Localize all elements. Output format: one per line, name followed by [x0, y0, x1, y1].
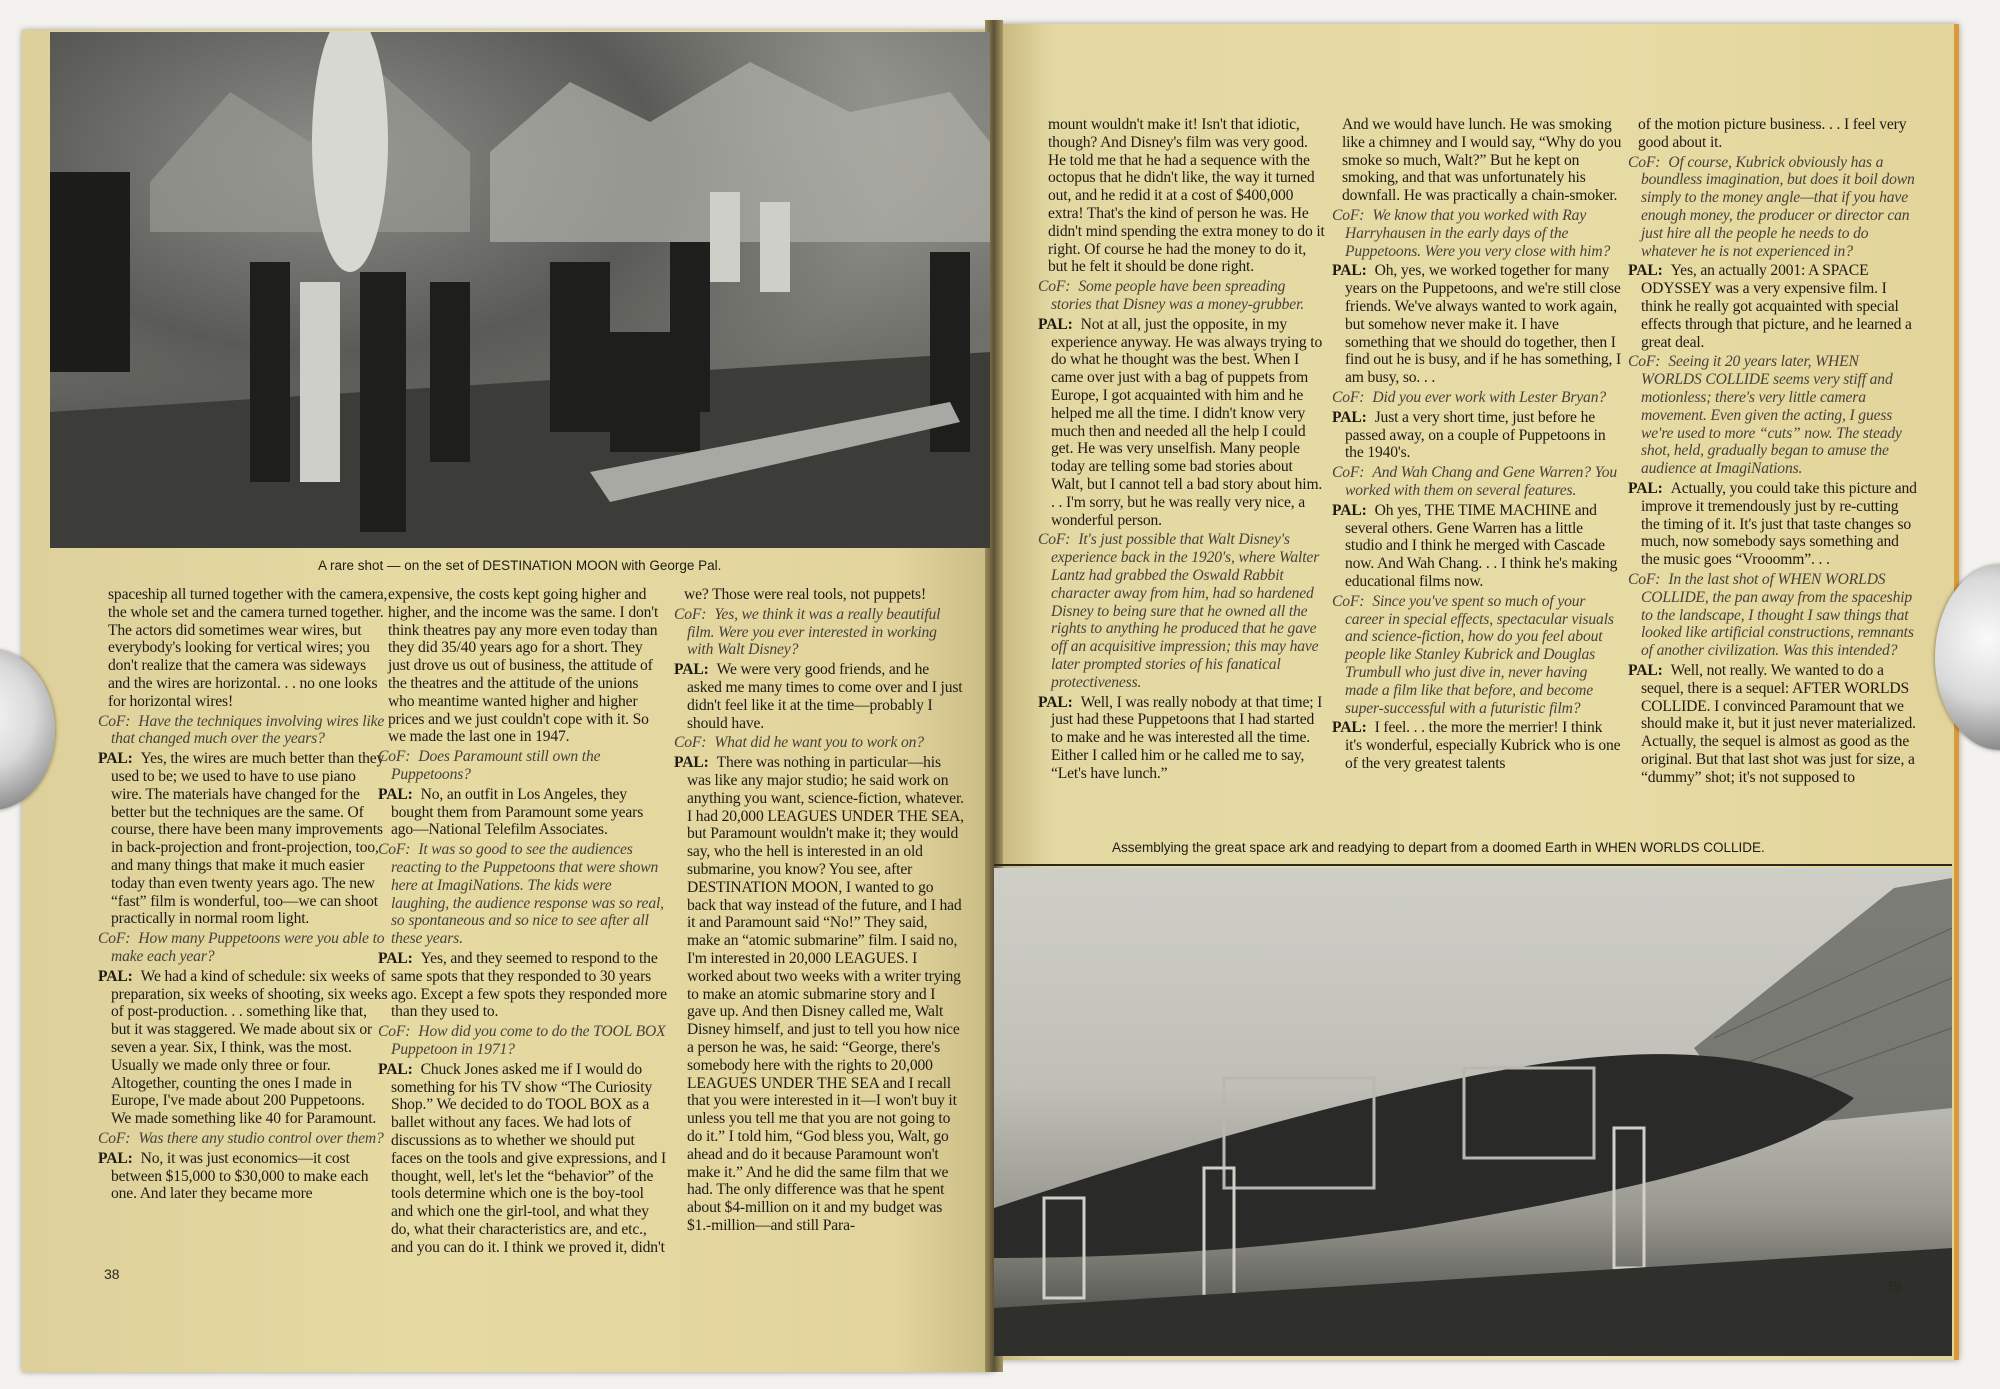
paragraph-text: It was so good to see the audiences reacting to the Puppetoons that were shown here at ImagiNations. The kids were laughing, the audience response was so real, so spontaneous and so nice to see after all these years.	[391, 841, 664, 948]
speaker-label: CoF:	[1332, 388, 1365, 406]
paragraph-text: Yes, and they seemed to respond to the same spots that they responded to 30 years ago. Except a few spots they responded more than they used to.	[391, 949, 667, 1021]
paragraph-text: Well, I was really nobody at that time; I just had these Puppetoons that I had started to make and he was interested all the time. Either I called him or he called me to say, “Let's have lunch.”	[1051, 693, 1323, 782]
continued-paragraph	[378, 586, 668, 746]
interviewee-answer	[674, 661, 964, 732]
paragraph-text: What did he want you to work on?	[714, 734, 924, 752]
paragraph-text: spaceship all turned together with the camera, the whole set and the camera turned together. The actors did sometimes wear wires, but everybody's looking for vertical wires; you don't realize that the camera was sideways and the wires are horizontal. . . no one looks for horizontal wires!	[108, 586, 388, 710]
text-column	[674, 586, 964, 1237]
speaker-label: CoF:	[1038, 278, 1071, 296]
speaker-label: PAL:	[98, 967, 133, 985]
paragraph-text: There was nothing in particular—his was like any major studio; he said work on anything you want, science-fiction, whatever. I had 20,000 LEAGUES UNDER THE SEA, but Paramount wouldn't make it; they would say, who the hell is interested in an old submarine, you know? You see, after DESTINATION MOON, I wanted to go back that way instead of the future, and I had it and Paramount said “No!” They said, make an “atomic submarine” film. I said no, I'm interested in 20,000 LEAGUES. I worked about two weeks with a writer trying to make an atomic submarine story and I gave up. And then Disney called me, Walt Disney himself, and just to tell you how nice a person he was, he said: “George, there's somebody here with the rights to 20,000 LEAGUES UNDER THE SEA and I recall that you were interested in it—I won't buy it unless you tell me that you are not going to do it.” I told him, “God bless you, Walt, go ahead and do it because Paramount won't make it.” And he did the same film that we had. The only difference was that he spent about $4-million on it and my budget was $1.-million—and still Para-	[687, 754, 964, 1234]
continued-paragraph	[1628, 116, 1918, 152]
paragraph-text: We were very good friends, and he asked me many times to come over and I just didn't feel like it at the time—probably I should have.	[687, 661, 963, 732]
paragraph-text: I feel. . . the more the merrier! I think it's wonderful, especially Kubrick who is one of the very greatest talents	[1345, 719, 1621, 772]
speaker-label: CoF:	[674, 734, 707, 752]
paragraph-text: And Wah Chang and Gene Warren? You worked with them on several features.	[1345, 464, 1618, 499]
speaker-label: PAL:	[1332, 719, 1367, 737]
interviewee-answer	[98, 750, 388, 928]
speaker-label: PAL:	[1332, 501, 1367, 519]
paragraph-text: Of course, Kubrick obviously has a boundless imagination, but does it boil down simply to the money angle—that if you have enough money, the producer or director can just hire all the people he needs to do whatever he is not experienced in?	[1641, 153, 1915, 260]
space-ark-illustration	[994, 868, 1952, 1356]
speaker-label: PAL:	[1332, 408, 1367, 426]
speaker-label: CoF:	[1332, 464, 1365, 482]
interviewee-answer	[1628, 480, 1918, 569]
paragraph-text: Just a very short time, just before he passed away, on a couple of Puppetoons in the 1940's.	[1345, 408, 1606, 462]
speaker-label: PAL:	[1628, 479, 1663, 497]
interviewer-question	[98, 1130, 388, 1148]
destination-moon-set-photo	[50, 32, 990, 548]
paragraph-text: How did you come to do the TOOL BOX Puppetoon in 1971?	[391, 1023, 666, 1058]
speaker-label: CoF:	[1628, 570, 1661, 588]
paragraph-text: We had a kind of schedule: six weeks of preparation, six weeks of shooting, six weeks of post-production. . . something like that, but it was staggered. We made about six or seven a year. Six, I think, was the most. Usually we made only three or four. Altogether, counting the ones I made in Europe, I've made about 200 Puppetoons. We made something like 40 for Paramount.	[111, 967, 388, 1128]
paragraph-text: And we would have lunch. He was smoking like a chimney and I would say, “Why do you smoke so much, Walt?” But he kept on smoking, and that was unfortunately his downfall. He was practically a chain-smoker.	[1342, 116, 1622, 205]
paragraph-text: No, an outfit in Los Angeles, they bought them from Paramount some years ago—National Telefilm Associates.	[391, 785, 644, 839]
continued-paragraph	[674, 586, 964, 604]
paragraph-text: It's just possible that Walt Disney's experience back in the 1920's, where Walter Lantz had grabbed the Oswald Rabbit character away from him, had so hardened Disney to being sure that he owned all the rights to anything he produced that he gave off an acquisitive impression; this may have later prompted stories of his fanatical protectiveness.	[1051, 531, 1320, 691]
continued-paragraph	[1038, 116, 1328, 276]
speaker-label: PAL:	[378, 1060, 413, 1078]
continued-paragraph	[1332, 116, 1622, 205]
text-column	[1628, 116, 1918, 788]
page-number: 38	[104, 1266, 120, 1282]
speaker-label: CoF:	[98, 712, 131, 730]
paragraph-text: No, it was just economics—it cost between $15,000 to $30,000 to make each one. And later they became more	[111, 1149, 369, 1203]
paragraph-text: Was there any studio control over them?	[138, 1129, 384, 1147]
interviewee-answer	[1332, 262, 1622, 387]
paragraph-text: Some people have been spreading stories that Disney was a money-grubber.	[1051, 278, 1305, 313]
paragraph-text: Oh yes, THE TIME MACHINE and several others. Gene Warren has a little studio and I think he merged with Cascade now. And Wah Chang. . . I think he's making educational films now.	[1345, 501, 1618, 590]
speaker-label: PAL:	[1628, 661, 1663, 679]
interviewer-question	[674, 606, 964, 659]
speaker-label: PAL:	[98, 1149, 133, 1167]
interviewer-question	[1332, 593, 1622, 718]
speaker-label: PAL:	[1038, 315, 1073, 333]
paragraph-text: Since you've spent so much of your career in special effects, spectacular visuals and science-fiction, how do you feel about people like Stanley Kubrick and Douglas Trumbull who just dive in, never having made a film like that before, and become super-successful with a futuristic film?	[1345, 592, 1614, 717]
speaker-label: PAL:	[1038, 693, 1073, 711]
paragraph-text: expensive, the costs kept going higher and higher, and the income was the same. I don't think theatres pay any more even today than they did 35/40 years ago for a short. They just drove us out of business, the attitude of the theatres and the attitude of the unions who meantime wanted higher and higher prices and we just couldn't cope with it. So we made the last one in 1947.	[388, 586, 659, 746]
photo-caption: A rare shot — on the set of DESTINATION MOON with George Pal.	[318, 558, 722, 573]
interviewer-question	[1628, 571, 1918, 660]
space-ark-photo	[994, 868, 1952, 1356]
paragraph-text: mount wouldn't make it! Isn't that idiotic, though? And Disney's film was very good. He told me that he had a sequence with the octopus that he didn't like, the way it turned out, and he redid it at a cost of $400,000 extra! That's the kind of person he was. He didn't mind spending the extra money to do it right. Of course he had the money to do it, but he felt it should be done right.	[1048, 116, 1325, 276]
text-column	[1038, 116, 1328, 784]
speaker-label: CoF:	[1628, 153, 1661, 171]
continued-paragraph	[98, 586, 388, 711]
interviewee-answer	[378, 950, 668, 1021]
interviewer-question	[378, 748, 668, 784]
interviewee-answer	[674, 754, 964, 1235]
interviewer-question	[1628, 353, 1918, 478]
interviewer-question	[1038, 278, 1328, 314]
paragraph-text: Oh, yes, we worked together for many years on the Puppetoons, and we're still close friends. We've always wanted to work again, but somehow never make it. I have something that we should do together, then I find out he is busy, and if he has something, I am busy, so. . .	[1345, 262, 1622, 387]
interviewer-question	[378, 841, 668, 948]
speaker-label: PAL:	[98, 750, 133, 768]
paragraph-text: Have the techniques involving wires like that changed much over the years?	[111, 712, 385, 748]
interviewer-question	[1332, 389, 1622, 407]
divider	[994, 864, 1952, 866]
interviewee-answer	[1038, 694, 1328, 783]
speaker-label: PAL:	[674, 754, 709, 772]
paragraph-text: Not at all, just the opposite, in my experience anyway. He was always trying to do what he thought was the best. When I came over just with a bag of puppets from Europe, I got acquainted with him and he helped me all the time. I didn't know very much then and needed all the help I could get. He was very unselfish. Many people today are telling some bad stories about Walt, but I cannot tell a bad story about him. . . I'm sorry, but he was really very nice, a wonderful person.	[1051, 315, 1323, 529]
photo-caption: Assemblying the great space ark and readying to depart from a doomed Earth in WHEN WORLDS COLLIDE.	[1112, 840, 1765, 855]
page-number: 39	[1886, 1278, 1902, 1294]
paragraph-text: of the motion picture business. . . I feel very good about it.	[1638, 116, 1907, 151]
speaker-label: CoF:	[1628, 353, 1661, 371]
paragraph-text: In the last shot of WHEN WORLDS COLLIDE, the pan away from the spaceship to the landscape, I thought I saw things that looked like artificial constructions, remnants of another civilization. Was this intended?	[1641, 570, 1914, 660]
interviewer-question	[98, 930, 388, 966]
speaker-label: CoF:	[1332, 592, 1365, 610]
interviewee-answer	[98, 1150, 388, 1203]
paragraph-text: Did you ever work with Lester Bryan?	[1372, 388, 1606, 406]
interviewer-question	[1628, 154, 1918, 261]
interviewee-answer	[98, 968, 388, 1128]
interviewer-question	[1332, 207, 1622, 260]
paragraph-text: How many Puppetoons were you able to make each year?	[111, 930, 385, 965]
paragraph-text: Does Paramount still own the Puppetoons?	[391, 748, 601, 783]
interviewer-question	[1332, 464, 1622, 500]
paragraph-text: Chuck Jones asked me if I would do something for his TV show “The Curiosity Shop.” We decided to do TOOL BOX as a ballet without any faces. We had lots of discussions as to whether we should put faces on the tools and give expressions, and I thought, well, let's let the “behavior” of the tools determine which one is the boy-tool and which one the girl-tool, and what they do, what their characteristics are, and etc., and you can do it. I think we proved it, didn't	[391, 1060, 667, 1256]
speaker-label: CoF:	[1038, 531, 1071, 549]
interviewee-answer	[1332, 719, 1622, 772]
paragraph-text: Actually, you could take this picture and improve it tremendously just by re-cutting the timing of it. It's just that taste changes so much, now somebody says something and the music goes “Vrooomm”. . .	[1641, 479, 1917, 569]
speaker-label: CoF:	[98, 1129, 131, 1147]
interviewee-answer	[1038, 316, 1328, 530]
speaker-label: PAL:	[1628, 262, 1663, 280]
paragraph-text: Yes, an actually 2001: A SPACE ODYSSEY was a very expensive film. I think he really got acquainted with special effects through that picture, and he learned a great deal.	[1641, 262, 1912, 351]
speaker-label: PAL:	[674, 661, 709, 679]
speaker-label: PAL:	[1332, 262, 1367, 280]
interviewer-question	[378, 1023, 668, 1059]
paragraph-text: Yes, the wires are much better than they used to be; we used to have to use piano wire. The materials have changed for the better but the techniques are the same. Of course, there have been many improvements in back-projection and front-projection, too, and many things that make it much easier today than even twenty years ago. The new “fast” film is wonderful, too—we can shoot practically in normal room light.	[111, 750, 385, 928]
interviewee-answer	[1628, 662, 1918, 787]
interviewee-answer	[1332, 409, 1622, 462]
interviewee-answer	[1628, 262, 1918, 351]
interviewee-answer	[378, 786, 668, 839]
paragraph-text: Seeing it 20 years later, WHEN WORLDS COLLIDE seems very stiff and motionless; there's very little camera movement. Even given the acting, I guess we're used to more “cuts” now. The steady shot, held, gradually began to amuse the audience at ImagiNations.	[1641, 353, 1902, 478]
speaker-label: CoF:	[674, 605, 707, 623]
interviewer-question	[98, 713, 388, 749]
speaker-label: CoF:	[378, 748, 411, 766]
speaker-label: PAL:	[378, 785, 413, 803]
speaker-label: CoF:	[378, 841, 411, 859]
interviewee-answer	[1332, 502, 1622, 591]
speaker-label: CoF:	[98, 930, 131, 948]
speaker-label: CoF:	[378, 1023, 411, 1041]
paragraph-text: Yes, we think it was a really beautiful film. Were you ever interested in working with Walt Disney?	[687, 605, 941, 659]
paragraph-text: Well, not really. We wanted to do a sequel, there is a sequel: AFTER WORLDS COLLIDE. I convinced Paramount that we should make it, but it just never materialized. Actually, the sequel is almost as good as the original. But that last shot was just for size, a “dummy” shot; it's not supposed to	[1641, 661, 1916, 786]
speaker-label: CoF:	[1332, 206, 1365, 224]
paragraph-text: we? Those were real tools, not puppets!	[684, 586, 926, 603]
paragraph-text: We know that you worked with Ray Harryhausen in the early days of the Puppetoons. Were you very close with him?	[1345, 206, 1611, 260]
interviewer-question	[1038, 531, 1328, 691]
speaker-label: PAL:	[378, 949, 413, 967]
interviewer-question	[674, 734, 964, 752]
moon-set-illustration	[50, 32, 990, 548]
text-column	[378, 586, 668, 1258]
interviewee-answer	[378, 1061, 668, 1257]
text-column	[98, 586, 388, 1205]
text-column	[1332, 116, 1622, 775]
